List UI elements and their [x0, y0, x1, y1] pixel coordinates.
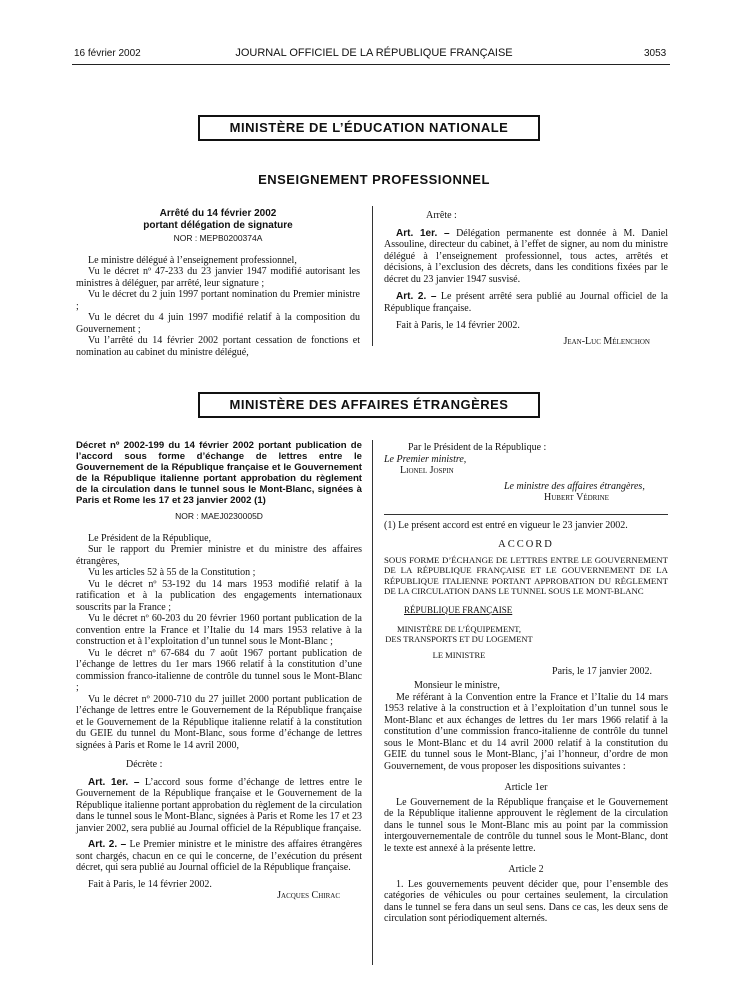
arrete-para: Vu le décret nº 47-233 du 23 janvier 1947 modifié autorisant les ministres à déléguer, par arrêté, leur signature ; — [76, 266, 360, 289]
decret-left-column — [76, 440, 362, 902]
decret-art2-label: Art. 2. – — [88, 839, 127, 850]
arrete-signature: Jean-Luc Mélenchon — [563, 335, 650, 347]
letter-date: Paris, le 17 janvier 2002. — [552, 665, 652, 677]
ministry-box-foreign-affairs: MINISTÈRE DES AFFAIRES ÉTRANGÈRES — [198, 392, 540, 418]
decret-para: Vu le décret nº 60-203 du 20 février 1960 portant publication de la convention entre la France et l’Italie du 14 mars 1953 relative à la construction et à l’exploitation d’un tunnel sous le Mont-Blanc ; — [76, 613, 362, 647]
decret-art1-text: L’accord sous forme d’échange de lettres entre le Gouvernement de la République française et le Gouvernement de la République italienne portant approbation du règlement de la circulation dans le tunnel sous le Mont-Blanc, signées à Paris et Rome les 17 et 23 janvier 2002, sera publié au Journal officiel de la République française. — [76, 776, 363, 834]
mae-title: Le ministre des affaires étrangères, — [504, 480, 645, 492]
decret-art2-text: Le Premier ministre et le ministre des affaires étrangères sont chargés, chacun en ce qui le concerne, de l’exécution du présent décret, qui sera publié au Journal officiel de la République française. — [76, 839, 362, 873]
decret-para: Vu le décret nº 2000-710 du 27 juillet 2000 portant publication de l’échange de lettres entre le Gouvernement de la République française et le Gouvernement de la République italienne relatif à la constitution du GEIE du tunnel du Mont-Blanc, sous forme d’échange de lettres signées à Paris et Rome le 14 avril 2000, — [76, 693, 362, 751]
accord-title: ACCORD — [498, 539, 554, 550]
art1-text: Délégation permanente est donnée à M. Daniel Assouline, directeur du cabinet, à l’effet de signer, au nom du ministre délégué à l’enseignement professionnel, tous actes, arrêtés et décisions, à l’exclusion des décrets, dans les conditions fixées par le décret du 23 janvier 1947 susvisé. — [384, 227, 669, 285]
arrete-para: Vu l’arrêté du 14 février 2002 portant cessation de fonctions et nomination au cabinet du ministre délégué, — [76, 335, 360, 358]
article2-title: Article 2 — [508, 864, 544, 875]
decret-para: Sur le rapport du Premier ministre et du ministre des affaires étrangères, — [76, 544, 362, 567]
article1-text: Le Gouvernement de la République française et le Gouvernement de la République italienne approuvent le règlement de la circulation dans le tunnel sous le Mont-Blanc mis au point par la commission intergouvernementale de contrôle du tunnel sous le Mont-Blanc, dont le texte est annexé à la présente lettre. — [384, 796, 668, 854]
salutation: Monsieur le ministre, — [414, 680, 500, 691]
arrete-title-line2: portant délégation de signature — [143, 219, 293, 231]
column-divider — [372, 440, 373, 965]
accord-subtitle: SOUS FORME D’ÉCHANGE DE LETTRES ENTRE LE GOUVERNEMENT DE LA RÉPUBLIQUE FRANÇAISE ET LE GOUVERNEMENT DE LA RÉPUBLIQUE ITALIENNE PORTANT APPROBATION DU RÈGLEMENT DE LA CIRCULATION DANS LE TUNNEL SOUS LE MONT-BLANC — [384, 554, 668, 596]
decret-art1-label: Art. 1er. – — [88, 776, 140, 788]
art2-label: Art. 2. – — [396, 291, 437, 302]
decret-nor: NOR : MAEJ0230005D — [175, 511, 263, 521]
arrete-para: Le ministre délégué à l’enseignement professionnel, — [88, 254, 297, 266]
column-divider — [372, 206, 373, 346]
mae-name: Hubert Védrine — [544, 492, 609, 503]
art2-text: Le présent arrêté sera publié au Journal officiel de la République française. — [384, 291, 668, 314]
arrete-nor: NOR : MEPB0200374A — [173, 233, 263, 243]
pm-title: Le Premier ministre, — [384, 453, 467, 465]
ministry-box-education: MINISTÈRE DE L’ÉDUCATION NATIONALE — [198, 115, 540, 141]
arrete-para: Vu le décret du 2 juin 1997 portant nomination du Premier ministre ; — [76, 289, 360, 312]
decret-right-column — [384, 442, 668, 925]
arrete-left-column — [76, 208, 360, 358]
par-president: Par le Président de la République : — [408, 442, 547, 453]
le-ministre: LE MINISTRE — [432, 650, 486, 660]
header-rule — [72, 64, 670, 65]
issue-date: 16 février 2002 — [74, 48, 141, 59]
decret-place-date: Fait à Paris, le 14 février 2002. — [88, 878, 212, 890]
footnote-rule — [384, 514, 668, 515]
arrete-para: Vu le décret du 4 juin 1997 modifié relatif à la composition du Gouvernement ; — [76, 312, 360, 335]
art1-label: Art. 1er. – — [396, 227, 450, 239]
decret-para: Vu les articles 52 à 55 de la Constitution ; — [88, 567, 256, 578]
decret-para: Vu le décret nº 67-684 du 7 août 1967 portant publication de l’échange de lettres du 1er mars 1966 relatif à la constitution d’une commission franco-italienne de contrôle du tunnel sous le Mont-Blanc ; — [76, 647, 362, 693]
article2-text: 1. Les gouvernements peuvent décider que, pour l’ensemble des catégories de véhicules ou pour certaines seulement, la circulation dans le tunnel se fera dans un seul sens. Dans ce cas, les deux sens de circulation sont périodiquement alternés. — [384, 878, 668, 924]
journal-title: JOURNAL OFFICIEL DE LA RÉPUBLIQUE FRANÇAISE — [235, 47, 513, 59]
subsection-title: ENSEIGNEMENT PROFESSIONNEL — [258, 172, 490, 187]
republique-francaise: RÉPUBLIQUE FRANÇAISE — [404, 604, 513, 615]
decret-para: Le Président de la République, — [88, 532, 212, 544]
footnote: (1) Le présent accord est entré en vigueur le 23 janvier 2002. — [384, 519, 628, 531]
page-number: 3053 — [644, 48, 667, 59]
pm-name: Lionel Jospin — [400, 465, 454, 476]
decret-signature: Jacques Chirac — [277, 890, 340, 901]
letter-body: Me référant à la Convention entre la France et l’Italie du 14 mars 1953 relative à la construction et à l’exploitation d’un tunnel sous le Mont-Blanc et aux échanges de lettres du 1er mars 1966 relatif à la constitution d’une commission franco-italienne de contrôle du tunnel sous le Mont-Blanc et du 14 avril 2000 relatif à la constitution du GEIE du tunnel sous le Mont-Blanc, j’ai l’honneur, d’ordre de mon Gouvernement, de vous proposer les dispositions suivantes : — [384, 691, 668, 772]
arrete-place-date: Fait à Paris, le 14 février 2002. — [396, 320, 520, 331]
arrete-decision: Arrête : — [426, 210, 457, 221]
decret-title: Décret nº 2002-199 du 14 février 2002 portant publication de l’accord sous forme d’échange de lettres entre le Gouvernement de la République française et le Gouvernement de la République italienne portant approbation du règlement de la circulation dans le tunnel sous le Mont-Blanc, signées à Paris et Rome les 17 et 23 janvier 2002 (1) — [76, 440, 362, 506]
decrete: Décrète : — [126, 759, 163, 770]
ministry-line2: DES TRANSPORTS ET DU LOGEMENT — [385, 634, 533, 644]
arrete-right-column — [384, 210, 668, 347]
decret-para: Vu le décret nº 53-192 du 14 mars 1953 modifié relatif à la ratification et à la publication des engagements internationaux souscrits par la France ; — [76, 578, 362, 613]
ministry-line1: MINISTÈRE DE L’ÉQUIPEMENT, — [397, 624, 521, 634]
arrete-title-line1: Arrêté du 14 février 2002 — [159, 208, 277, 219]
article1-title: Article 1er — [504, 782, 548, 793]
